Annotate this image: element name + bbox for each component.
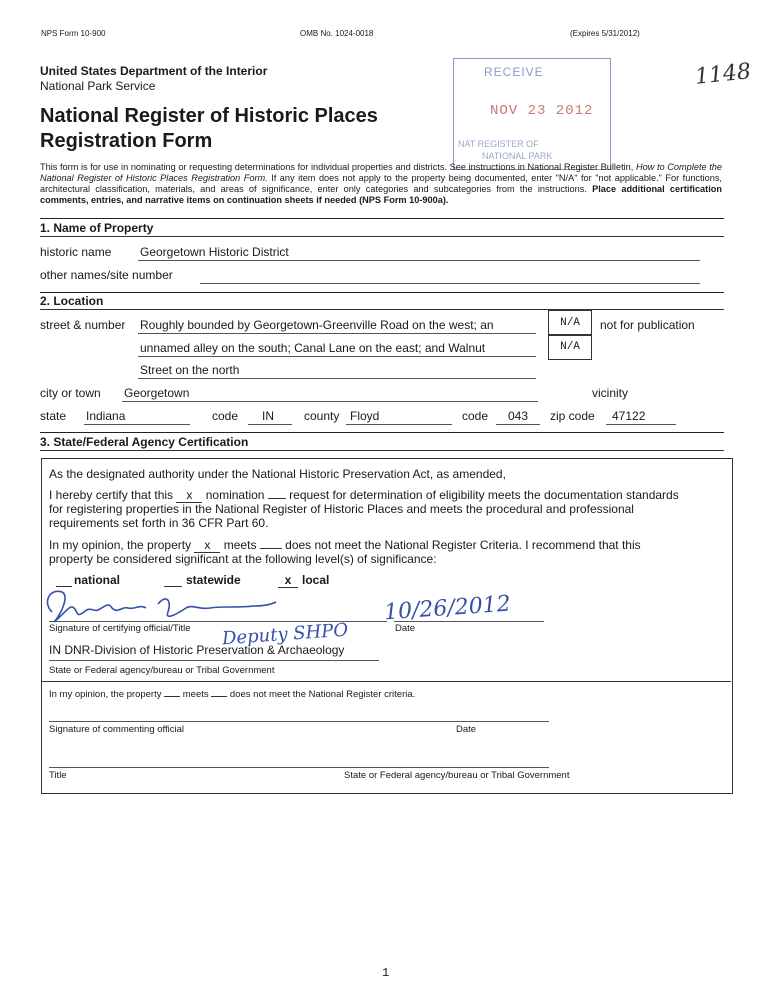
intro-bulletin-title: How to Complete the National Register of Historic Places Registration Form.	[40, 162, 722, 183]
section2-heading-rule	[40, 309, 724, 310]
other-names-label: other names/site number	[40, 268, 173, 282]
comment-signature-line	[49, 721, 549, 722]
state-value[interactable]: Indiana	[86, 409, 126, 423]
statewide-label: statewide	[186, 573, 241, 587]
section1-heading-rule	[40, 236, 724, 237]
meets-check[interactable]: x	[194, 538, 220, 553]
street-label: street & number	[40, 318, 126, 332]
intro-text: This form is for use in nominating or requesting determinations for individual properties and districts. See instructions in National Register Bulletin,	[40, 162, 636, 172]
comment-divider	[41, 681, 731, 682]
handwritten-date: 10/26/2012	[383, 591, 512, 626]
comment-date-label: Date	[456, 724, 477, 735]
historic-name-value[interactable]: Georgetown Historic District	[140, 245, 289, 259]
county-label: county	[304, 409, 340, 423]
certify-text-a: I hereby certify that this	[49, 488, 174, 502]
not-for-publication-box[interactable]: N/A	[548, 310, 592, 336]
comment-does-not-meet-check[interactable]	[211, 696, 227, 697]
state-line	[84, 424, 190, 425]
handwritten-title: Deputy SHPO	[221, 619, 349, 650]
title-label: Title	[49, 770, 67, 781]
street-line2[interactable]: unnamed alley on the south; Canal Lane on the east; and Walnut	[140, 341, 486, 355]
opinion-text-a: In my opinion, the property	[49, 538, 192, 552]
statewide-check[interactable]	[164, 586, 182, 587]
city-value[interactable]: Georgetown	[124, 386, 190, 400]
form-title-line1: National Register of Historic Places	[40, 105, 378, 127]
date-label: Date	[395, 623, 416, 634]
not-for-publication-label: not for publication	[600, 318, 695, 332]
omb-number: OMB No. 1024-0018	[300, 29, 374, 38]
state-code-value[interactable]: IN	[262, 409, 274, 423]
stamp-received: RECEIVE	[484, 65, 544, 79]
stamp-line2: NATIONAL PARK	[482, 151, 553, 161]
handwritten-number: 1148	[693, 59, 753, 90]
opinion-text-b: meets	[223, 538, 257, 552]
comment-signature-label: Signature of commenting official	[49, 724, 185, 735]
comment-title-line	[49, 767, 549, 768]
intro-bold-note: Place additional certification comments, entries, and narrative items on continuation sheets if needed (NPS Form 10-900a).	[40, 184, 723, 205]
street-line2-rule	[138, 356, 536, 357]
state-label: state	[40, 409, 67, 423]
does-not-meet-check[interactable]	[260, 548, 282, 549]
street-line1[interactable]: Roughly bounded by Georgetown-Greenville Road on the west; an	[140, 318, 494, 332]
opinion-line2: property be considered significant at the following level(s) of significance:	[49, 552, 437, 566]
section1-top-rule	[40, 218, 724, 219]
other-names-line	[200, 283, 700, 284]
nomination-check[interactable]: x	[176, 488, 202, 503]
county-value[interactable]: Floyd	[350, 409, 380, 423]
comment-opinion-b: meets	[182, 689, 209, 700]
county-code-label: code	[462, 409, 489, 423]
vicinity-label: vicinity	[592, 386, 629, 400]
service-name: National Park Service	[40, 79, 156, 93]
historic-name-label: historic name	[40, 245, 112, 259]
agency-line	[49, 660, 379, 661]
form-id: NPS Form 10-900	[41, 29, 106, 38]
section3-heading-rule	[40, 450, 724, 451]
stamp-date: NOV 23 2012	[490, 103, 594, 119]
county-code-line	[496, 424, 540, 425]
local-check[interactable]: x	[278, 573, 298, 588]
state-code-label: code	[212, 409, 239, 423]
stamp-line1: NAT REGISTER OF	[458, 139, 539, 149]
zip-value[interactable]: 47122	[612, 409, 646, 423]
comment-opinion	[49, 689, 415, 700]
national-label: national	[74, 573, 121, 587]
page-number: 1	[382, 966, 390, 980]
opinion-line1	[49, 538, 641, 553]
historic-name-line	[138, 260, 700, 261]
certify-line1	[49, 488, 679, 503]
local-label: local	[302, 573, 330, 587]
comment-opinion-c: does not meet the National Register criteria.	[229, 689, 416, 700]
city-line	[122, 401, 538, 402]
street-line1-rule	[138, 333, 536, 334]
request-check[interactable]	[268, 498, 286, 499]
opinion-text-c: does not meet the National Register Criteria. I recommend that this	[285, 538, 641, 552]
certifying-agency: IN DNR-Division of Historic Preservation & Archaeology	[49, 643, 345, 657]
comment-meets-check[interactable]	[164, 696, 180, 697]
comment-agency-label: State or Federal agency/bureau or Tribal Government	[344, 770, 570, 781]
section2-heading: 2. Location	[40, 294, 104, 308]
signature-label: Signature of certifying official/Title	[49, 623, 191, 634]
county-code-value[interactable]: 043	[508, 409, 529, 423]
section3-top-rule	[40, 432, 724, 433]
expiration: (Expires 5/31/2012)	[570, 29, 640, 38]
certify-text-b: nomination	[205, 488, 265, 502]
vicinity-box[interactable]: N/A	[548, 334, 592, 360]
street-line3-rule	[138, 378, 536, 379]
street-line3[interactable]: Street on the north	[140, 363, 240, 377]
agency-label: State or Federal agency/bureau or Tribal Government	[49, 665, 275, 676]
section3-heading: 3. State/Federal Agency Certification	[40, 435, 249, 449]
national-check[interactable]	[56, 586, 72, 587]
certify-line2: for registering properties in the National Register of Historic Places and meets the procedural and professional	[49, 502, 634, 516]
intro-paragraph	[40, 162, 722, 206]
section2-top-rule	[40, 292, 724, 293]
department-name: United States Department of the Interior	[40, 64, 268, 78]
intro-text-2: If any item does not apply to the property being documented, enter "N/A" for "not applicable." For functions, architectural classification, materials, and areas of significance, enter only categories and subcategories from the instructions.	[40, 173, 722, 194]
state-code-line	[248, 424, 292, 425]
city-label: city or town	[40, 386, 101, 400]
comment-opinion-a: In my opinion, the property	[49, 689, 162, 700]
received-stamp	[453, 58, 611, 170]
zip-label: zip code	[550, 409, 595, 423]
certify-line3: requirements set forth in 36 CFR Part 60.	[49, 516, 269, 530]
section1-heading: 1. Name of Property	[40, 221, 154, 235]
zip-line	[606, 424, 676, 425]
county-line	[346, 424, 452, 425]
certify-text-c: request for determination of eligibility meets the documentation standards	[289, 488, 679, 502]
form-title-line2: Registration Form	[40, 130, 213, 152]
authority-statement: As the designated authority under the National Historic Preservation Act, as amended,	[49, 467, 506, 481]
